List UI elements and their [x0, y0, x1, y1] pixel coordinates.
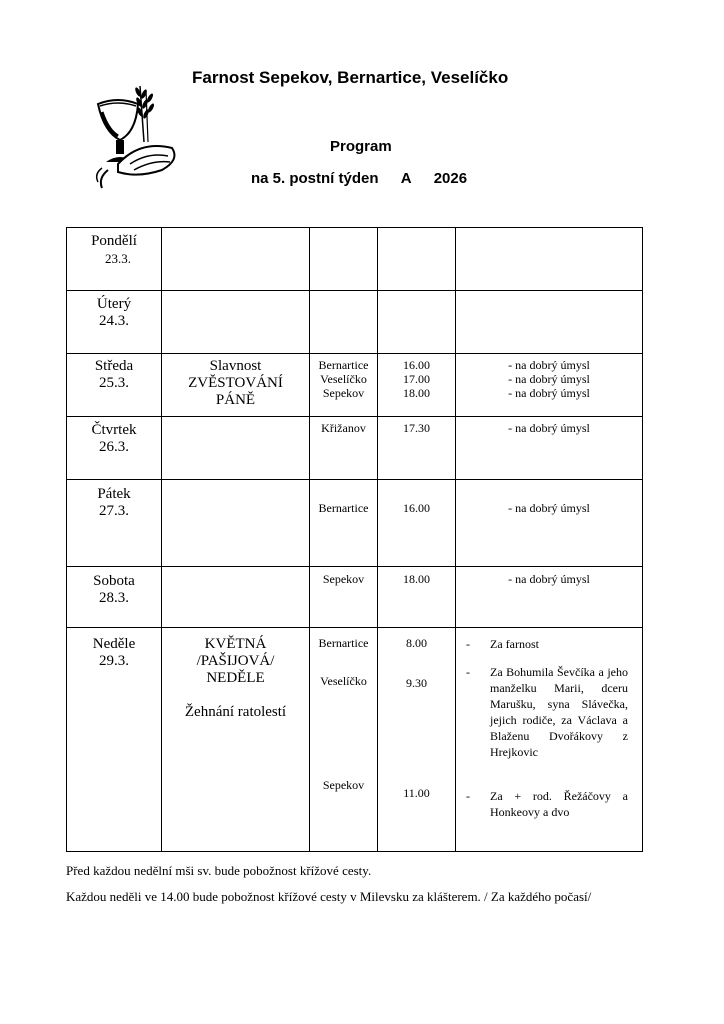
day-date: 28.3.: [99, 590, 129, 606]
year: 2026: [433, 170, 468, 187]
day-name: Neděle: [92, 636, 136, 652]
mass-time: 18.00: [403, 572, 430, 586]
mass-intention: - Za Bohumila Ševčíka a jeho manželku Marii, dceru Marušku, syna Slávečka, jejich rodiče, za Václava a Blaženu Dvořákovy z Hrejkovic: [464, 664, 628, 760]
table-row: [67, 228, 643, 291]
notes: [66, 858, 636, 910]
mass-time: 17.30: [403, 421, 430, 435]
mass-intention: - na dobrý úmysl: [508, 372, 590, 386]
day-name: Středa: [94, 358, 134, 374]
day-date: 27.3.: [99, 503, 129, 519]
mass-place: Bernartice: [318, 636, 369, 650]
mass-time: 9.30: [406, 676, 427, 690]
mass-intention: - na dobrý úmysl: [508, 386, 590, 400]
table-row: [67, 480, 643, 567]
feast-line: KVĚTNÁ: [204, 636, 267, 652]
table-row: [67, 567, 643, 628]
mass-time: 18.00: [403, 386, 430, 400]
day-name: Pondělí: [91, 233, 137, 249]
day-name: Úterý: [96, 296, 132, 312]
note-line: Každou neděli ve 14.00 bude pobožnost křížové cesty v Milevsku za klášterem. / Za každého počasí/: [66, 889, 592, 904]
feast-line: NEDĚLE: [206, 670, 265, 686]
mass-intention: - na dobrý úmysl: [508, 572, 590, 586]
mass-time: 16.00: [403, 501, 430, 515]
year-cycle: A: [400, 170, 412, 187]
day-date: 29.3.: [99, 653, 129, 669]
feast-line: /PAŠIJOVÁ/: [196, 653, 275, 669]
chalice-bread-wheat-icon: [88, 82, 180, 194]
table-row: [67, 354, 643, 417]
program-label: Program: [330, 138, 392, 155]
feast-line: Slavnost: [209, 358, 262, 374]
feast-line: ZVĚSTOVÁNÍ: [188, 375, 283, 391]
mass-place: Sepekov: [322, 572, 365, 586]
feast-extra: Žehnání ratolestí: [184, 704, 287, 720]
mass-intention: - Za + rod. Řežáčovy a Honkeovy a dvo: [464, 788, 628, 820]
table-row: [67, 628, 643, 852]
day-name: Čtvrtek: [91, 422, 137, 438]
schedule-table: [66, 227, 643, 852]
mass-place: Veselíčko: [320, 372, 367, 386]
mass-time: 16.00: [403, 358, 430, 372]
mass-place: Křižanov: [321, 421, 366, 435]
mass-place: Bernartice: [318, 358, 369, 372]
mass-intention: - na dobrý úmysl: [508, 421, 590, 435]
day-date: 25.3.: [99, 375, 129, 391]
day-date: 26.3.: [99, 439, 129, 455]
mass-time: 8.00: [406, 636, 427, 650]
page-title: Farnost Sepekov, Bernartice, Veselíčko: [192, 68, 509, 87]
mass-time: 17.00: [403, 372, 430, 386]
week-prefix: na 5. postní týden: [251, 170, 379, 187]
mass-intention: - Za farnost: [464, 636, 628, 652]
mass-place: Veselíčko: [320, 674, 367, 688]
mass-intention: - na dobrý úmysl: [508, 501, 590, 515]
week-label: [251, 170, 467, 187]
mass-place: Sepekov: [322, 778, 365, 792]
mass-intention: - na dobrý úmysl: [508, 358, 590, 372]
mass-time: 11.00: [403, 786, 430, 800]
mass-place: Bernartice: [318, 501, 369, 515]
table-row: [67, 417, 643, 480]
day-name: Pátek: [97, 486, 131, 502]
day-name: Sobota: [93, 573, 135, 589]
feast-line: PÁNĚ: [215, 392, 256, 408]
mass-place: Sepekov: [322, 386, 365, 400]
table-row: [67, 291, 643, 354]
day-date: 23.3.: [105, 251, 131, 266]
note-line: Před každou nedělní mši sv. bude pobožnost křížové cesty.: [66, 863, 372, 878]
day-date: 24.3.: [99, 313, 129, 329]
